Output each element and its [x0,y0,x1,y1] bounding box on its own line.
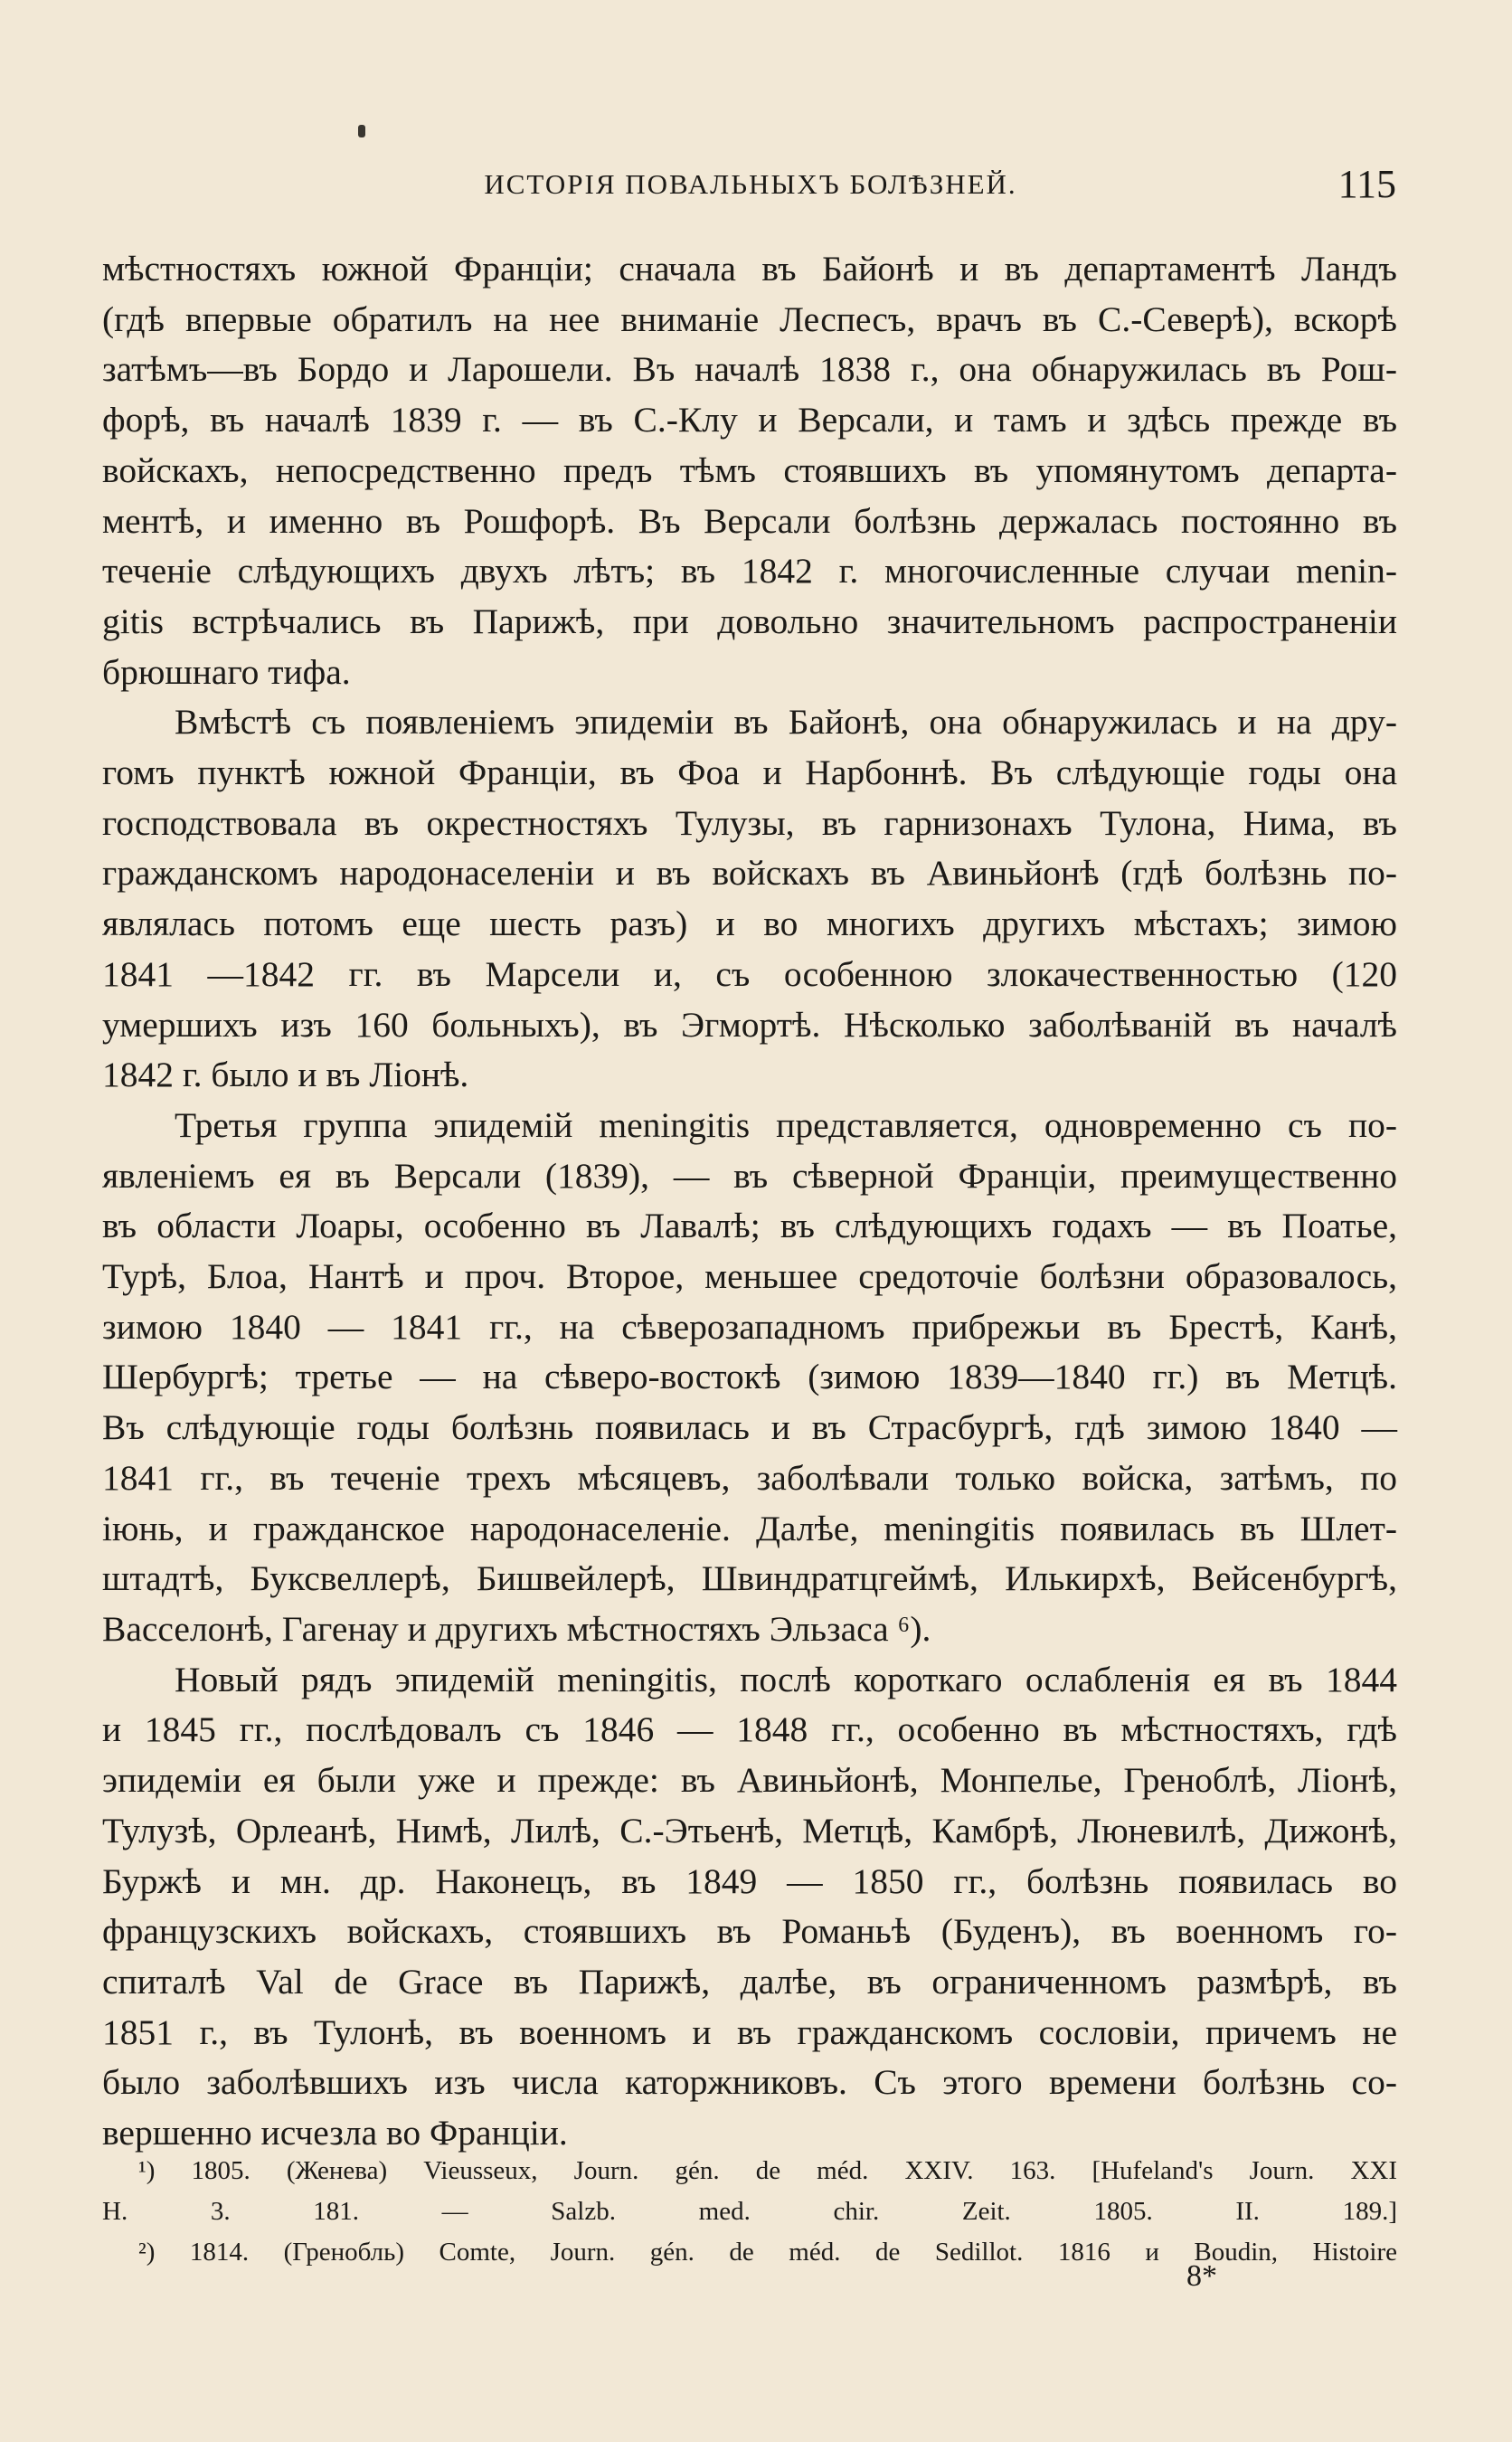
text-line: французскихъ войскахъ, стоявшихъ въ Романьѣ (Буденъ), въ военномъ го- [102,1911,1397,1952]
paragraph [102,697,1397,1101]
text-line: Васселонѣ, Гагенау и другихъ мѣстностяхъ Эльзаса ⁶). [102,1608,931,1649]
text-line: 1841 гг., въ теченіе трехъ мѣсяцевъ, заболѣвали только войска, затѣмъ, по [102,1457,1397,1498]
text-line: вершенно исчезла во Франціи. [102,2113,568,2153]
text-line: умершихъ изъ 160 больныхъ), въ Эгмортѣ. Нѣсколько заболѣваній въ началѣ [102,1004,1397,1045]
text-line: Въ слѣдующіе годы болѣзнь появилась и въ Страсбургѣ, гдѣ зимою 1840 — [102,1407,1397,1448]
text-line: являлась потомъ еще шесть разъ) и во многихъ другихъ мѣстахъ; зимою [102,904,1397,944]
text-line: штадтѣ, Буксвеллерѣ, Бишвейлерѣ, Швиндратцгеймѣ, Илькирхѣ, Вейсенбургѣ, [102,1558,1397,1599]
text-line: Вмѣстѣ съ появленіемъ эпидеміи въ Байонѣ, она обнаружилась и на дру- [175,702,1397,743]
text-line: 1842 г. было и въ Ліонѣ. [102,1055,469,1095]
text-line: форѣ, въ началѣ 1839 г. — въ С.-Клу и Версали, и тамъ и здѣсь прежде въ [102,400,1397,440]
text-line: явленіемъ ея въ Версали (1839), — въ сѣверной Франціи, преимущественно [102,1155,1397,1196]
running-title: ИСТОРІЯ ПОВАЛЬНЫХЪ БОЛѢЗНЕЙ. [484,168,1017,200]
paragraph [102,1101,1397,1655]
text-line: Тулузѣ, Орлеанѣ, Нимѣ, Лилѣ, С.-Этьенѣ, Метцѣ, Камбрѣ, Люневилѣ, Дижонѣ, [102,1810,1397,1850]
text-line: Третья группа эпидемій meningitis представляется, одновременно съ по- [175,1104,1397,1145]
page-number: 115 [1337,162,1396,206]
footnote [102,2151,1397,2232]
text-line: Шербургѣ; третье — на сѣверо-востокѣ (зимою 1839—1840 гг.) въ Метцѣ. [102,1357,1397,1397]
footnotes [102,2151,1397,2273]
text-line: іюнь, и гражданское народонаселеніе. Далѣе, meningitis появилась въ Шлет- [102,1508,1397,1548]
text-line: Буржѣ и мн. др. Наконецъ, въ 1849 — 1850 гг., болѣзнь появилась во [102,1860,1397,1901]
text-line: мѣстностяхъ южной Франціи; сначала въ Байонѣ и въ департаментѣ Ландъ [102,249,1397,289]
text-line: брюшнаго тифа. [102,651,351,692]
footnote-line: H. 3. 181. — Salzb. med. chir. Zeit. 1805. II. 189.] [102,2197,1397,2226]
text-line: Новый рядъ эпидемій meningitis, послѣ короткаго ослабленія ея въ 1844 [175,1659,1397,1699]
text-line: гражданскомъ народонаселеніи и въ войскахъ въ Авиньйонѣ (гдѣ болѣзнь по- [102,853,1397,894]
paragraph [102,1655,1397,2159]
text-line: зимою 1840 — 1841 гг., на сѣверозападномъ прибрежьи въ Брестѣ, Канѣ, [102,1306,1397,1347]
signature-mark: 8* [1186,2259,1217,2293]
text-line: теченіе слѣдующихъ двухъ лѣтъ; въ 1842 г. многочисленные случаи menin- [102,551,1397,592]
text-line: въ области Лоары, особенно въ Лавалѣ; въ слѣдующихъ годахъ — въ Поатье, [102,1206,1397,1246]
text-line: было заболѣвшихъ изъ числа каторжниковъ. Съ этого времени болѣзнь со- [102,2062,1397,2103]
paragraph [102,244,1397,697]
text-line: и 1845 гг., послѣдовалъ съ 1846 — 1848 гг., особенно въ мѣстностяхъ, гдѣ [102,1709,1397,1750]
text-line: ментѣ, и именно въ Рошфорѣ. Въ Версали болѣзнь держалась постоянно въ [102,500,1397,541]
text-line: затѣмъ—въ Бордо и Ларошели. Въ началѣ 1838 г., она обнаружилась въ Рош- [102,349,1397,390]
main-text [102,244,1397,2159]
text-line: Турѣ, Блоа, Нантѣ и проч. Второе, меньшее средоточіе болѣзни образовалось, [102,1256,1397,1297]
text-line: гомъ пунктѣ южной Франціи, въ Фоа и Нарбоннѣ. Въ слѣдующіе годы она [102,752,1397,793]
text-line: господствовала въ окрестностяхъ Тулузы, въ гарнизонахъ Тулона, Нима, въ [102,802,1397,843]
page-header [99,161,1402,215]
text-line: 1841 —1842 гг. въ Марсели и, съ особенною злокачественностью (120 [102,953,1397,994]
ink-speck [358,125,365,137]
text-line: эпидеміи ея были уже и прежде: въ Авиньйонѣ, Монпелье, Греноблѣ, Ліонѣ, [102,1760,1397,1801]
text-line: войскахъ, непосредственно предъ тѣмъ стоявшихъ въ упомянутомъ департа- [102,450,1397,490]
footnote-line: ²) 1814. (Гренобль) Comte, Journ. gén. de méd. de Sedillot. 1816 и Boudin, Histoire [138,2238,1397,2267]
text-line: 1851 г., въ Тулонѣ, въ военномъ и въ гражданскомъ сословіи, причемъ не [102,2011,1397,2052]
footnote-line: ¹) 1805. (Женева) Vieusseux, Journ. gén. de méd. XXIV. 163. [Hufeland's Journ. XXI [138,2156,1397,2185]
text-line: спиталѣ Val de Grace въ Парижѣ, далѣе, въ ограниченномъ размѣрѣ, въ [102,1961,1397,2002]
text-line: (гдѣ впервые обратилъ на нее вниманіе Леспесъ, врачъ въ С.-Северѣ), вскорѣ [102,298,1397,339]
text-line: gitis встрѣчались въ Парижѣ, при довольно значительномъ распространеніи [102,601,1397,641]
